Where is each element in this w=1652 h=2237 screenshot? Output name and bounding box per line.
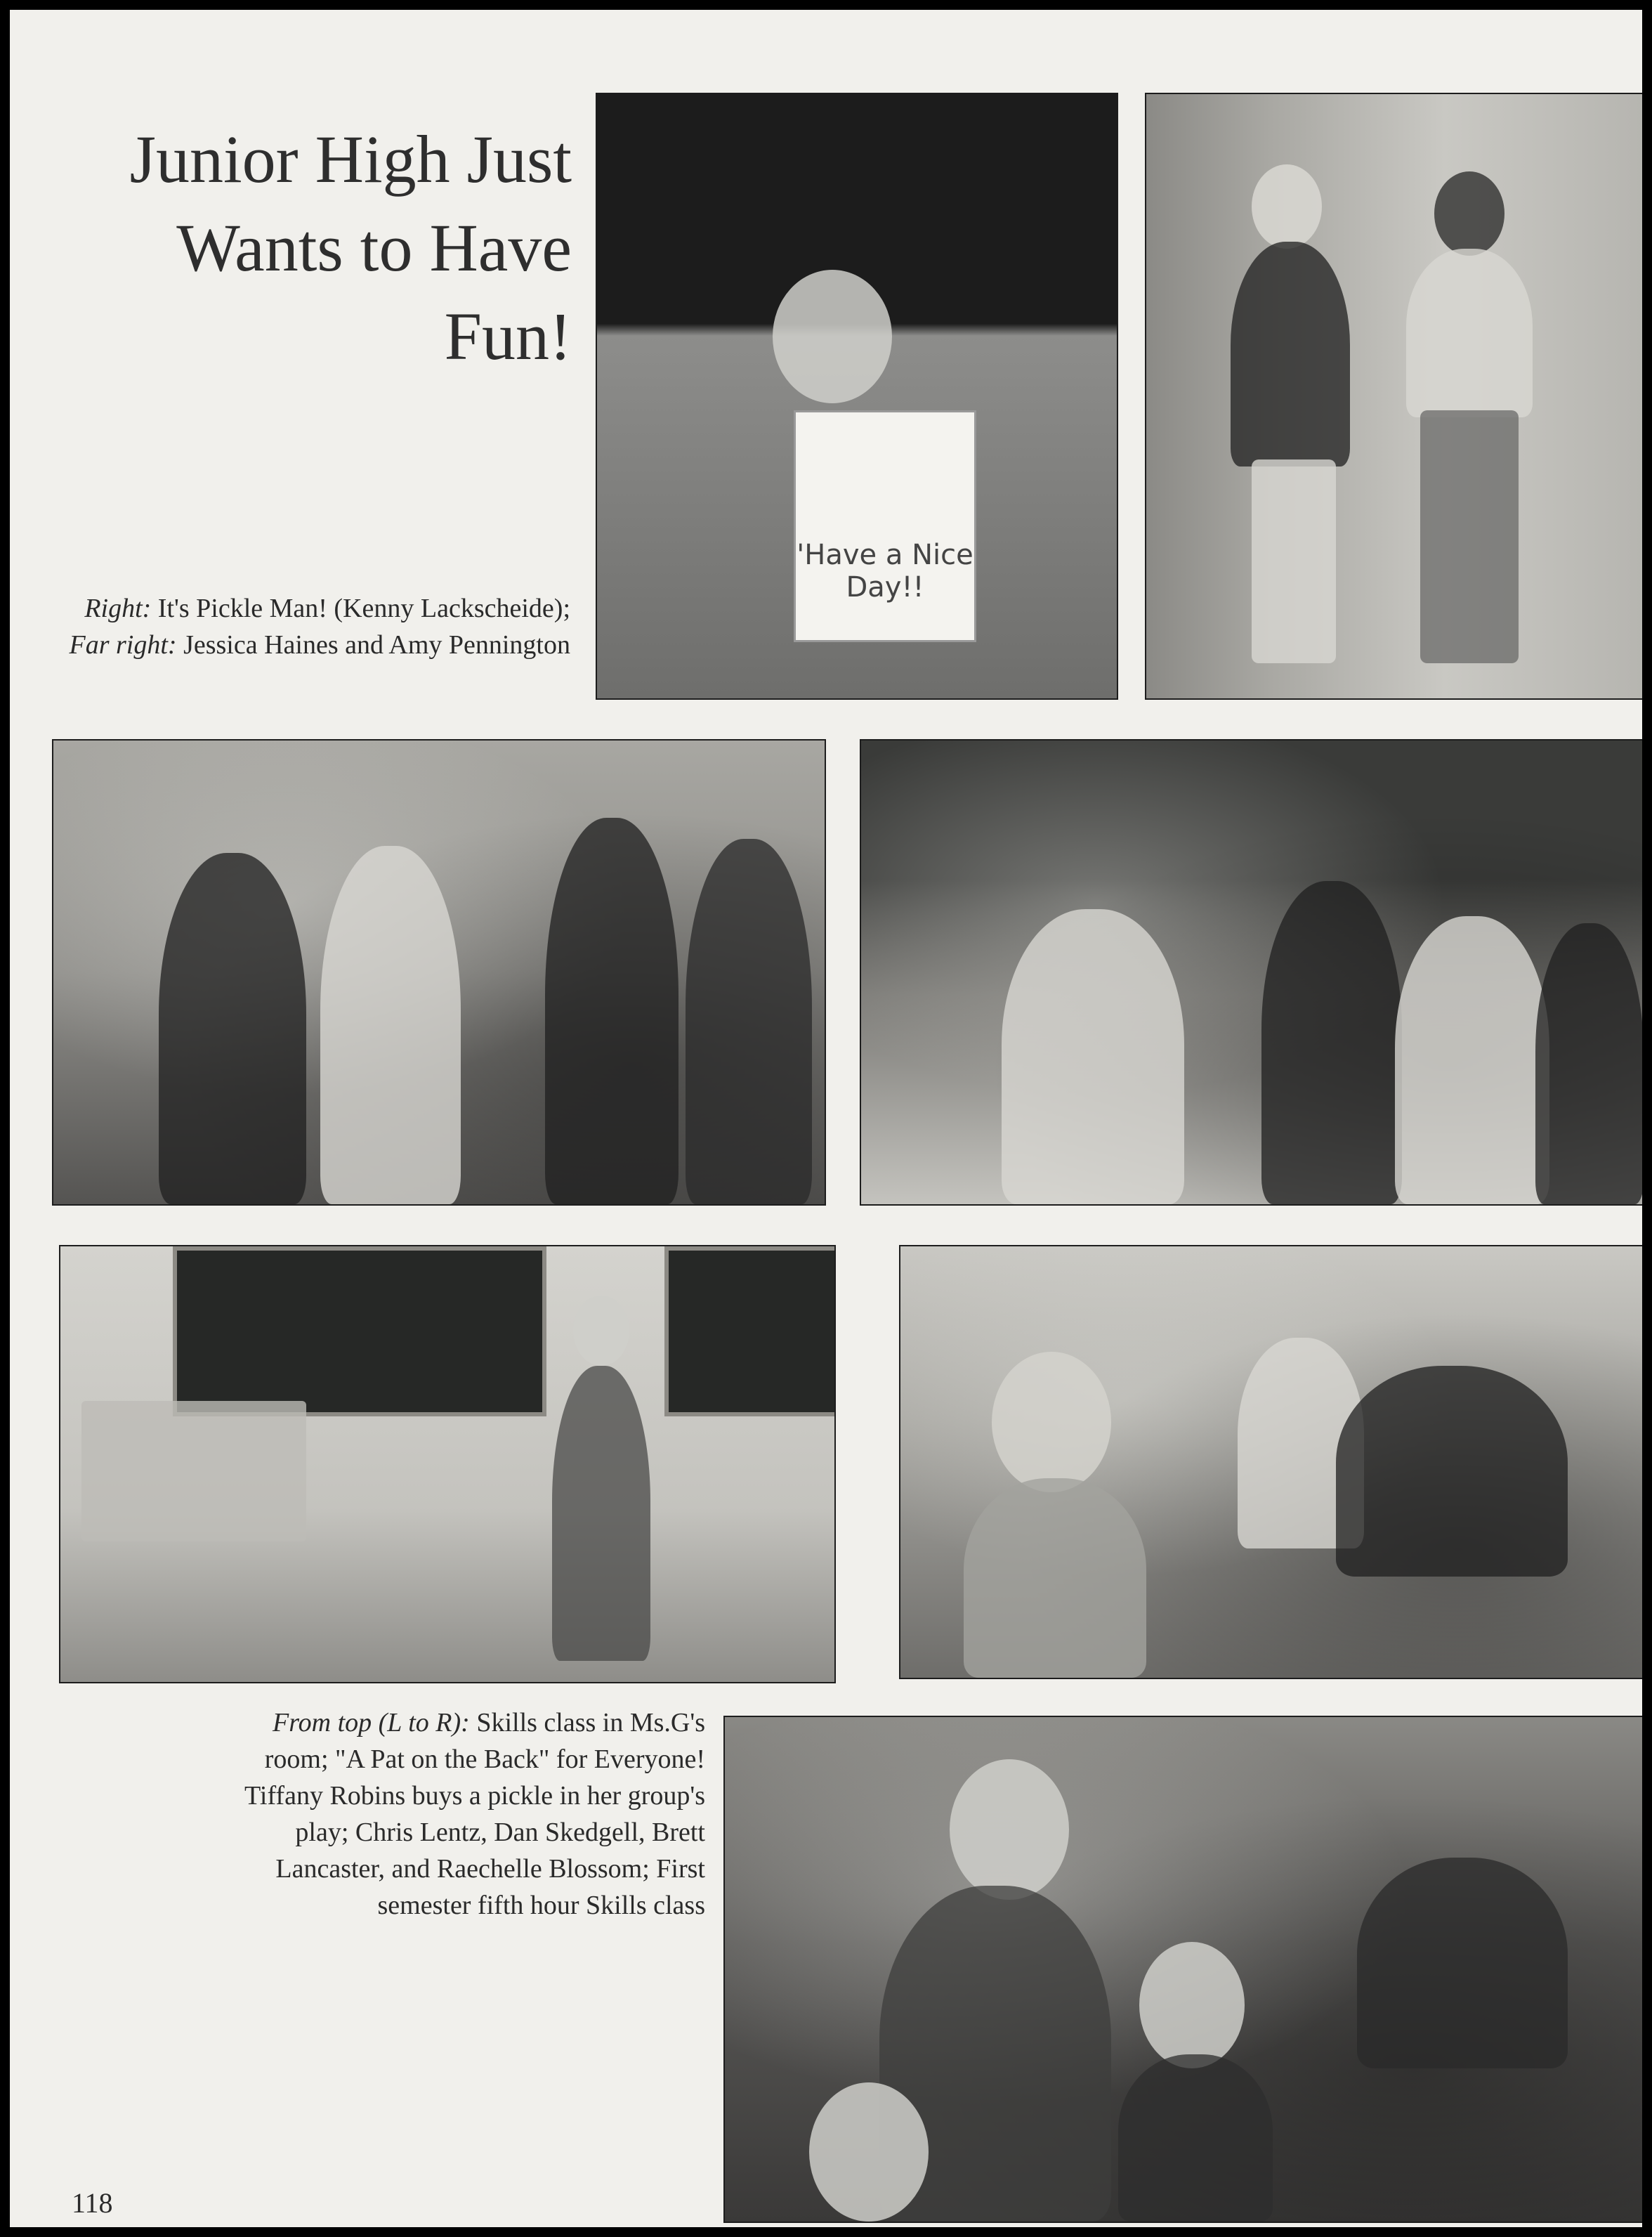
page-title: Junior High Just Wants to Have Fun! [129, 122, 572, 374]
girl-right-jeans [1420, 410, 1519, 663]
chalkboard-right [664, 1246, 836, 1416]
caption-lead-from-top: From top (L to R): [273, 1708, 470, 1737]
boy-standing-head [950, 1759, 1069, 1900]
caption-bottom-photos [221, 1704, 705, 1924]
photo-pickle-man [596, 93, 1118, 700]
tiffany-overalls [552, 1366, 650, 1661]
photo-tiffany-pickle [59, 1245, 836, 1683]
pickle-man-sign-text: 'Have a Nice Day!! [796, 539, 973, 604]
student-plaid-shirt [320, 846, 461, 1204]
photo-chris-dan-brett-raechelle [899, 1245, 1642, 1679]
girl-right-shirt [1406, 249, 1533, 417]
student-bending-left [1002, 909, 1184, 1204]
boy-front-striped-shirt [964, 1478, 1146, 1678]
photo-skills-class-msg [52, 739, 826, 1206]
girl-front-cardigan [1118, 2054, 1273, 2222]
photo-fifth-hour-skills-class [723, 1716, 1642, 2223]
student-jersey-25 [1261, 881, 1402, 1204]
boy-front-head [992, 1352, 1111, 1492]
page-number: 118 [72, 2187, 113, 2219]
student-white-shirt [1395, 916, 1549, 1204]
girl-left-pants [1252, 459, 1336, 663]
pickle-man-sign [794, 410, 976, 642]
tiffany-head [573, 1296, 629, 1366]
girl-glasses-head [809, 2082, 929, 2222]
computer-desk [81, 1401, 306, 1541]
photo-jessica-amy [1145, 93, 1642, 700]
pickle-man-face [773, 270, 892, 403]
chalkboard-left [173, 1246, 546, 1416]
girl-front-head [1139, 1942, 1245, 2068]
seated-students-right [1357, 1858, 1568, 2068]
caption-text-far-right: Jessica Haines and Amy Pennington [176, 630, 570, 660]
caption-top-photos [52, 590, 570, 663]
student-jersey-21 [545, 818, 678, 1204]
girl-left-sweatshirt [1231, 242, 1350, 467]
caption-lead-right: Right: [84, 594, 152, 623]
caption-text-from-top: Skills class in Ms.G's room; "A Pat on the Back" for Everyone! Tiffany Robins buys a pickle in her group's play; Chris Lentz, Dan Skedgell, Brett Lancaster, and Raechelle Blossom; First semester fifth hour Skills class [244, 1708, 705, 1920]
yearbook-page [10, 10, 1642, 2227]
photo-pat-on-the-back [860, 739, 1642, 1206]
student-jersey-55 [159, 853, 306, 1204]
student-floral-dress [686, 839, 812, 1204]
caption-lead-far-right: Far right: [69, 630, 177, 660]
boy-right-dark-sweater [1336, 1366, 1568, 1577]
student-dark-shirt-right [1535, 923, 1642, 1204]
girl-left-head [1252, 164, 1322, 249]
girl-right-head [1434, 171, 1504, 256]
caption-text-right: It's Pickle Man! (Kenny Lackscheide); [151, 594, 570, 623]
